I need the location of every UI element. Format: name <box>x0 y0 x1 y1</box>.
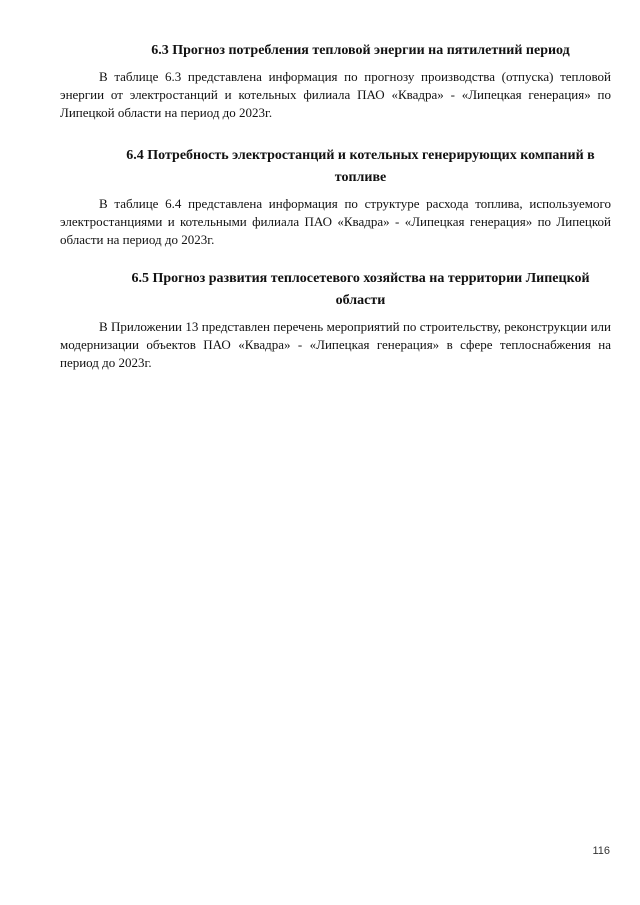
section-paragraph: В Приложении 13 представлен перечень мероприятий по строительству, реконструкции или модернизации объектов ПАО «Квадра» - «Липецкая генерация» в сфере теплоснабжения на период до 2023г. <box>60 319 611 370</box>
section-6-3 <box>60 40 611 122</box>
page-number: 116 <box>592 845 610 857</box>
section-paragraph: В таблице 6.4 представлена информация по структуре расхода топлива, используемого электростанциями и котельными филиала ПАО «Квадра» - «Липецкая генерация» по Липецкой области на период до 2023г. <box>60 196 611 247</box>
section-heading: 6.3 Прогноз потребления тепловой энергии на пятилетний период <box>151 43 570 58</box>
section-paragraph: В таблице 6.3 представлена информация по прогнозу производства (отпуска) тепловой энергии от электростанций и котельных филиала ПАО «Квадра» - «Липецкая генерация» по Липецкой области на период до 2023г. <box>60 69 611 120</box>
section-heading: 6.5 Прогноз развития теплосетевого хозяйства на территории Липецкой области <box>131 271 590 308</box>
section-6-4 <box>60 145 611 249</box>
section-6-5 <box>60 268 611 372</box>
section-heading: 6.4 Потребность электростанций и котельных генерирующих компаний в топливе <box>126 148 595 185</box>
